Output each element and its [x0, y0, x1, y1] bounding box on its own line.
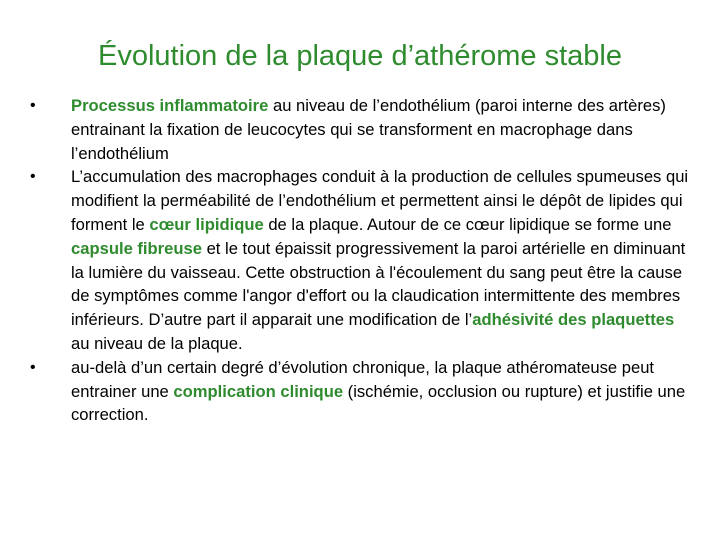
highlight-text: capsule fibreuse [71, 238, 202, 258]
bullet-list [30, 94, 690, 427]
bullet-text: (ischémie, occlusion ou rupture) et justifie une correction. [71, 381, 686, 425]
bullet-text: et le tout épaissit progressivement la paroi artérielle en diminuant la lumière du vaisseau. Cette obstruction à l'écoulement du sang peut être la cause de symptômes comme l'angor d'effort ou la claudication intermittente des membres inférieurs. D’autre part il apparait une modification de l’ [71, 238, 686, 330]
bullet-item [30, 165, 690, 355]
bullet-item [30, 356, 690, 427]
bullet-dot-icon: • [30, 358, 36, 376]
bullet-dot-icon: • [30, 97, 36, 114]
highlight-text: complication clinique [173, 381, 344, 401]
highlight-text: adhésivité des plaquettes [472, 310, 675, 330]
bullet-item [30, 94, 690, 165]
bullet-text: au niveau de la plaque. [71, 333, 243, 353]
bullet-text: de la plaque. Autour de ce cœur lipidique se forme une [263, 214, 672, 234]
highlight-text: cœur lipidique [149, 214, 264, 234]
slide-title: Évolution de la plaque d’athérome stable [98, 40, 622, 72]
bullet-text: au niveau de l’endothélium (paroi interne des artères) entrainant la fixation de leucocytes qui se transforment en macrophage dans l’endothélium [71, 96, 666, 163]
bullet-text: L’accumulation des macrophages conduit à la production de cellules spumeuses qui modifient la perméabilité de l’endothélium et permettent ainsi le dépôt de lipides qui forment le [71, 167, 689, 234]
highlight-text: Processus inflammatoire [71, 96, 269, 115]
bullet-dot-icon: • [30, 168, 36, 186]
bullet-text: au-delà d’un certain degré d’évolution chronique, la plaque athéromateuse peut entrainer une [71, 357, 655, 401]
